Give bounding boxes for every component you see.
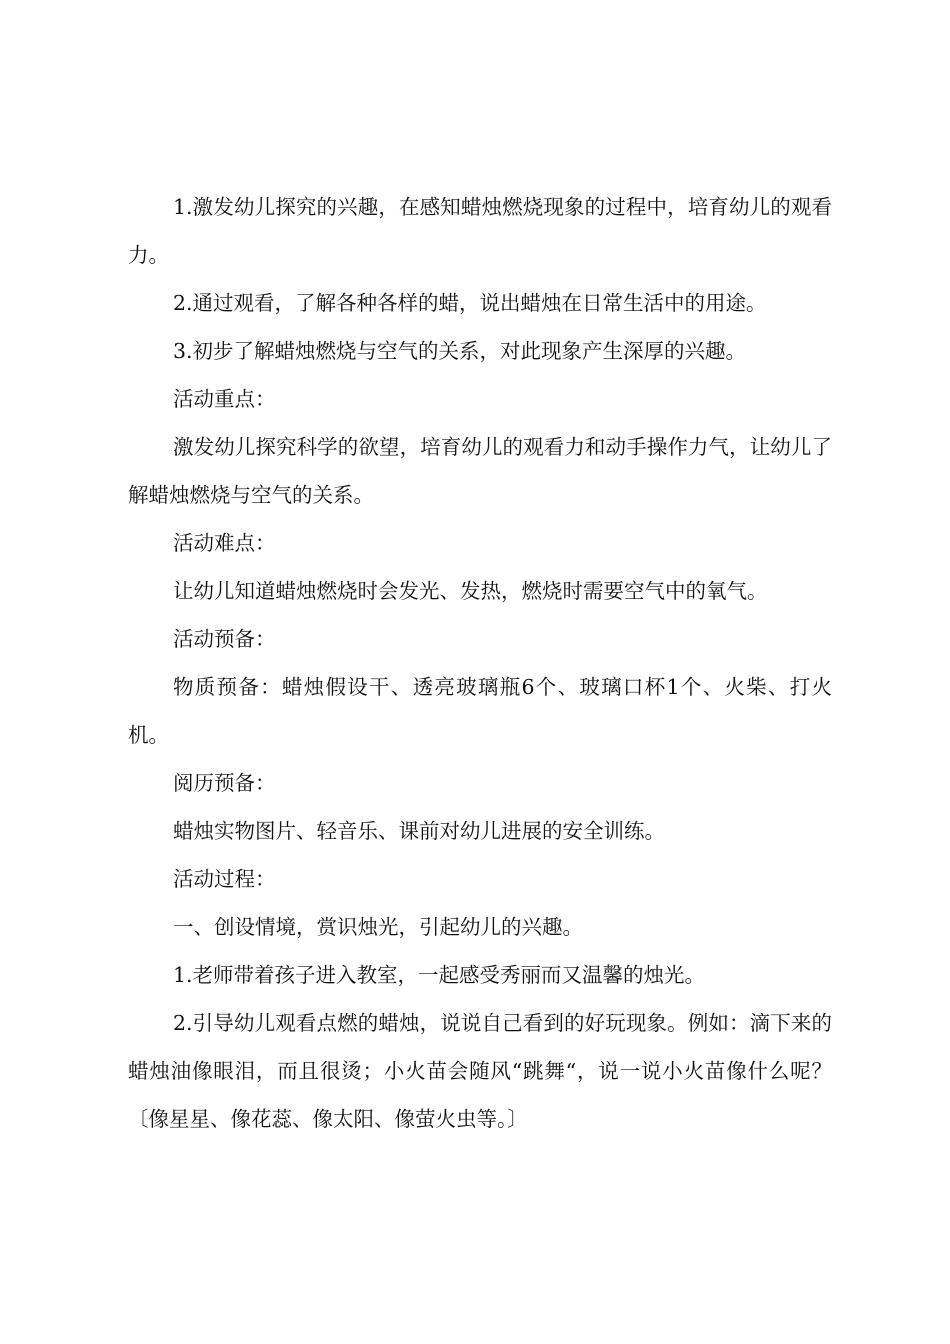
key-points-heading: 活动重点： [173, 387, 276, 411]
process-step-1-heading: 一、创设情境，赏识烛光，引起幼儿的兴趣。 [173, 915, 583, 939]
document-body [128, 183, 832, 1143]
difficulty-text: 让幼儿知道蜡烛燃烧时会发光、发热，燃烧时需要空气中的氧气。 [173, 579, 768, 603]
material-preparation: 物质预备：蜡烛假设干、透亮玻璃瓶6个、玻璃口杯1个、火柴、打火机。 [128, 675, 832, 747]
experience-heading: 阅历预备： [173, 771, 276, 795]
objective-1: 1.激发幼儿探究的兴趣，在感知蜡烛燃烧现象的过程中，培育幼儿的观看力。 [128, 195, 832, 267]
difficulty-heading: 活动难点： [173, 531, 276, 555]
key-points-text: 激发幼儿探究科学的欲望，培育幼儿的观看力和动手操作力气，让幼儿了解蜡烛燃烧与空气的关系。 [128, 435, 832, 507]
objective-3: 3.初步了解蜡烛燃烧与空气的关系，对此现象产生深厚的兴趣。 [173, 339, 747, 363]
objective-2: 2.通过观看，了解各种各样的蜡，说出蜡烛在日常生活中的用途。 [173, 291, 767, 315]
process-step-1-1: 1.老师带着孩子进入教室，一起感受秀丽而又温馨的烛光。 [173, 963, 706, 987]
preparation-heading: 活动预备： [173, 627, 276, 651]
process-step-1-2: 2.引导幼儿观看点燃的蜡烛，说说自己看到的好玩现象。例如：滴下来的蜡烛油像眼泪，而且很烫；小火苗会随风“跳舞“，说一说小火苗像什么呢？〔像星星、像花蕊、像太阳、像萤火虫等。〕 [128, 1011, 832, 1131]
experience-text: 蜡烛实物图片、轻音乐、课前对幼儿进展的安全训练。 [173, 819, 665, 843]
process-heading: 活动过程： [173, 867, 276, 891]
